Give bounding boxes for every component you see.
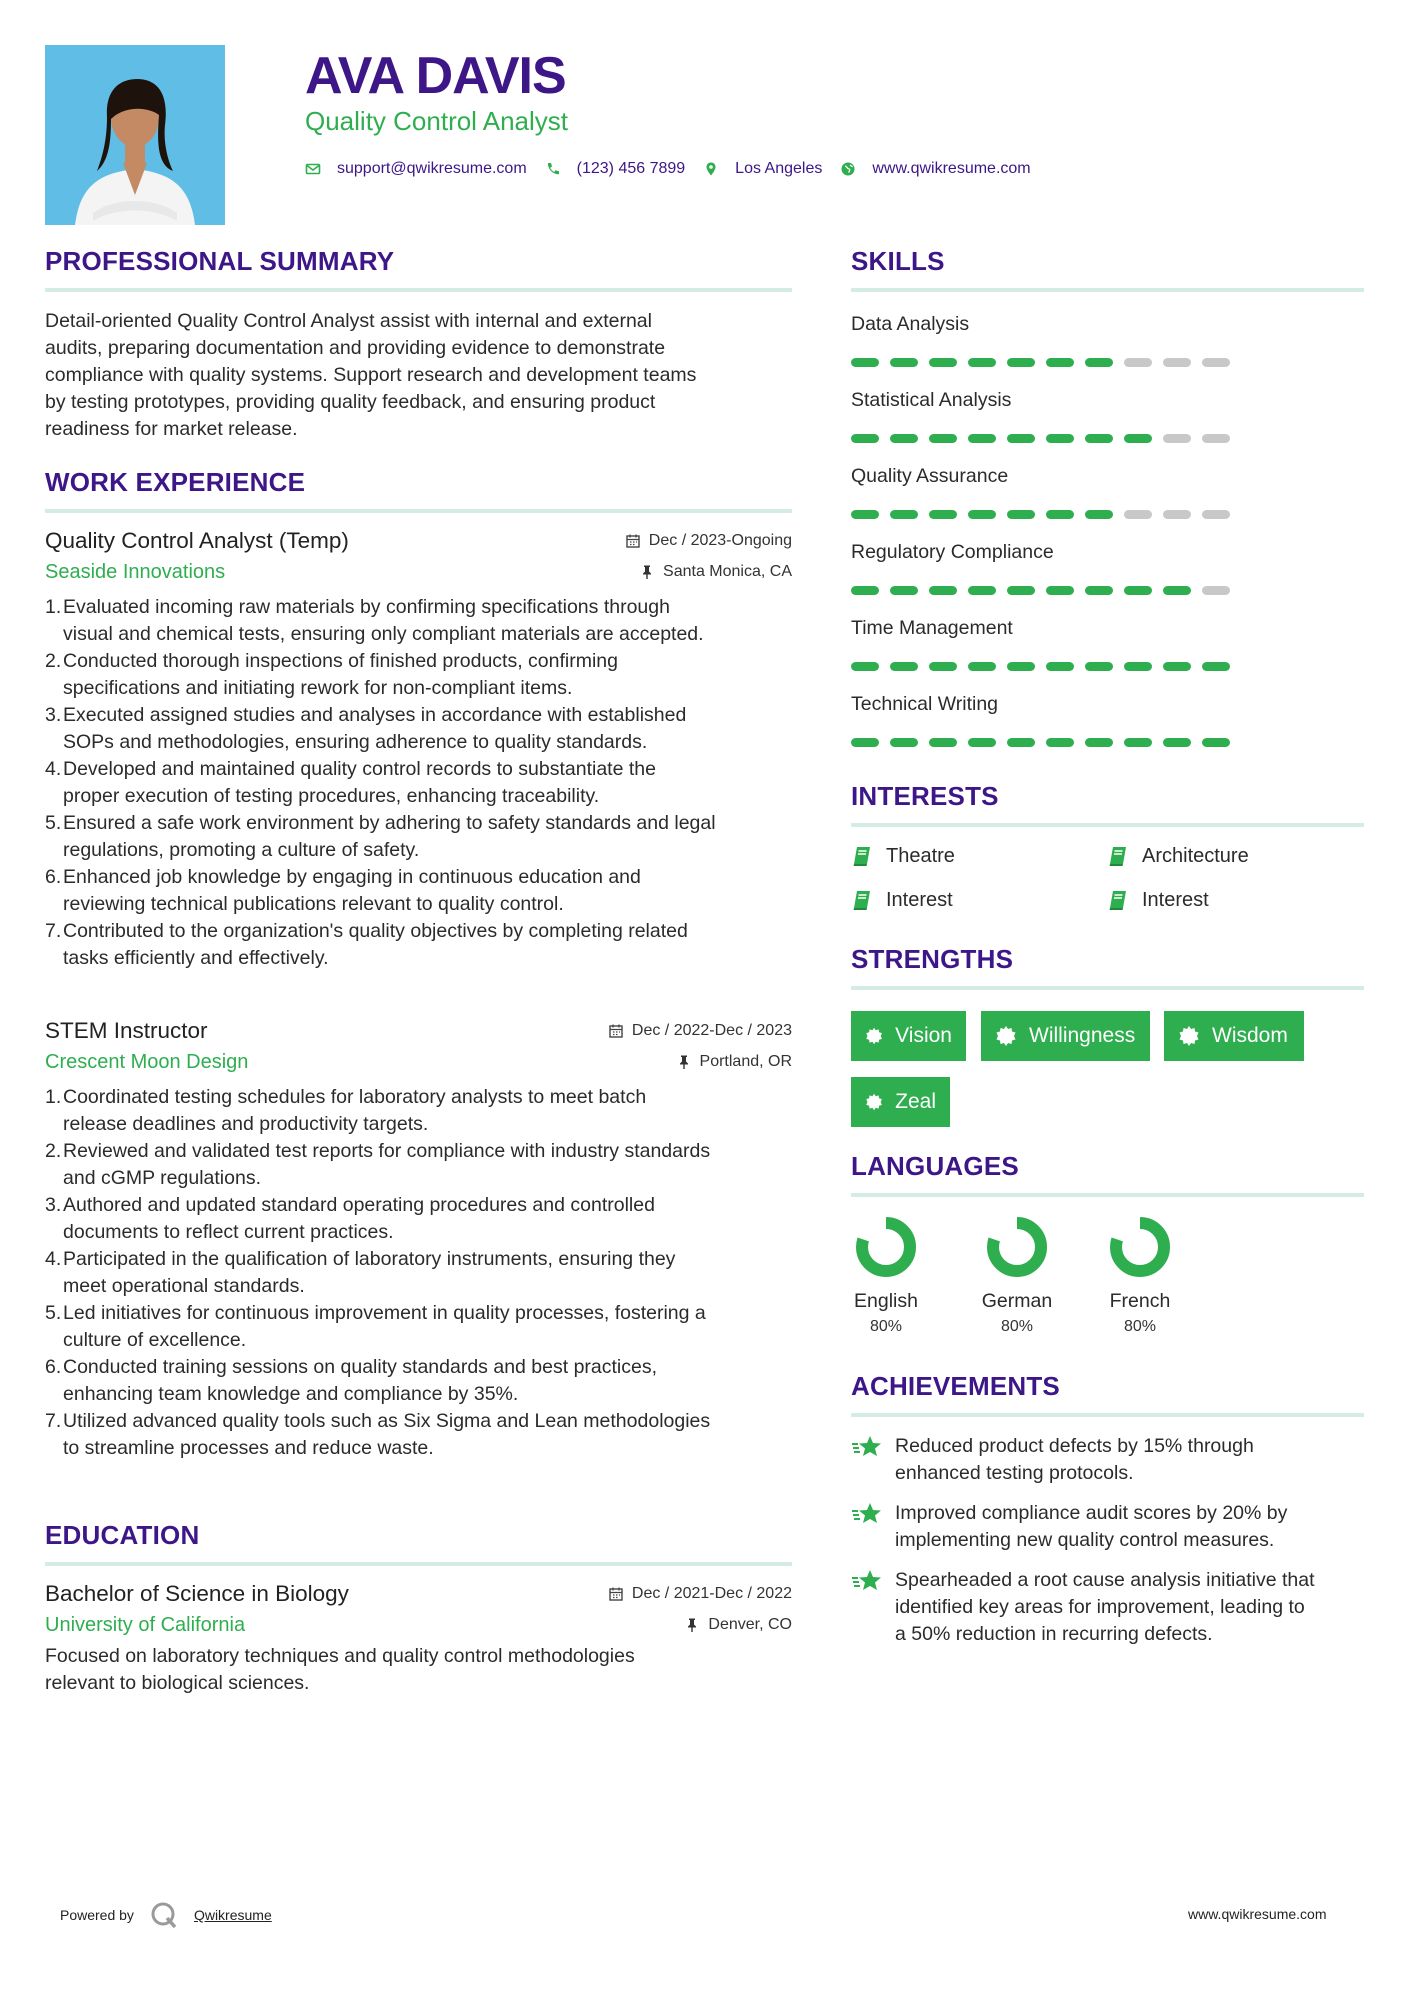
job-location — [639, 561, 792, 583]
skill-dot-filled — [1007, 738, 1035, 747]
skill-dot-filled — [1085, 738, 1113, 747]
star-award-icon — [851, 1500, 885, 1530]
profile-photo — [45, 45, 225, 225]
achievement-line: enhanced testing protocols. — [895, 1462, 1134, 1484]
skill-dot-filled — [929, 510, 957, 519]
section-divider — [851, 823, 1364, 827]
job-title: STEM Instructor — [45, 1018, 208, 1043]
email-text: support@qwikresume.com — [337, 160, 527, 177]
job-entry — [45, 526, 792, 972]
strength-label: Wisdom — [1212, 1024, 1288, 1047]
list-item: 4. Participated in the qualification of laboratory instruments, ensuring they meet operational standards. — [45, 1248, 676, 1297]
book-icon — [1107, 889, 1129, 911]
strength-tag — [981, 1011, 1150, 1061]
interest-item — [1107, 843, 1249, 869]
skill-dot-filled — [968, 434, 996, 443]
interest-label: Theatre — [886, 845, 955, 867]
company-name: Crescent Moon Design — [45, 1051, 249, 1073]
skill-dot-filled — [890, 434, 918, 443]
interest-label: Architecture — [1142, 845, 1249, 867]
job-title: Quality Control Analyst (Temp) — [45, 528, 349, 553]
skill-item — [851, 539, 1364, 595]
list-item: 2. Reviewed and validated test reports for compliance with industry standards and cGMP regulations. — [45, 1140, 711, 1189]
list-item: 4. Developed and maintained quality control records to substantiate the proper execution of testing procedures, enhancing traceability. — [45, 758, 656, 807]
achievement-item — [851, 1433, 1364, 1487]
skill-dot-filled — [968, 358, 996, 367]
section-divider — [851, 986, 1364, 990]
skills-section — [851, 246, 1364, 292]
badge-icon — [865, 1091, 883, 1113]
list-item: 2. Conducted thorough inspections of finished products, confirming specifications and initiating rework for non-compliant items. — [45, 650, 618, 699]
skill-name: Quality Assurance — [851, 465, 1009, 487]
list-item: 6. Enhanced job knowledge by engaging in continuous education and reviewing technical publications relevant to quality control. — [45, 866, 641, 915]
skill-dot-filled — [1163, 738, 1191, 747]
list-item: 5. Led initiatives for continuous improvement in quality processes, fostering a culture of excellence. — [45, 1302, 706, 1351]
skill-dot-filled — [890, 510, 918, 519]
skill-dot-filled — [851, 510, 879, 519]
calendar-icon — [608, 1586, 624, 1602]
globe-icon — [840, 161, 856, 177]
star-award-icon — [851, 1433, 885, 1463]
section-divider — [45, 288, 792, 292]
section-heading: SKILLS — [851, 246, 945, 276]
skill-dot-filled — [1163, 662, 1191, 671]
skill-rating — [851, 662, 1364, 671]
skill-name: Regulatory Compliance — [851, 541, 1054, 563]
skill-dot-empty — [1124, 510, 1152, 519]
interests-section — [851, 781, 1364, 827]
education-date — [608, 1583, 792, 1605]
interest-label: Interest — [886, 889, 953, 911]
job-date — [625, 530, 792, 552]
degree-title: Bachelor of Science in Biology — [45, 1581, 349, 1606]
job-bullets — [45, 1084, 792, 1462]
language-progress-arc — [862, 1223, 910, 1271]
contact-bar — [305, 158, 1049, 180]
skill-dot-filled — [929, 662, 957, 671]
skill-dot-filled — [1202, 738, 1230, 747]
strength-label: Zeal — [895, 1090, 936, 1113]
book-icon — [1107, 845, 1129, 867]
candidate-title: Quality Control Analyst — [305, 106, 569, 136]
description-line: Focused on laboratory techniques and quality control methodologies — [45, 1645, 635, 1667]
education-location — [684, 1614, 792, 1636]
list-item: 3. Authored and updated standard operating procedures and controlled documents to reflect current practices. — [45, 1194, 655, 1243]
list-item: 7. Contributed to the organization's quality objectives by completing related tasks efficiently and effectively. — [45, 920, 688, 969]
skill-item — [851, 311, 1364, 367]
skill-dot-empty — [1202, 510, 1230, 519]
achievement-line: implementing new quality control measures. — [895, 1529, 1275, 1551]
skill-dot-empty — [1202, 586, 1230, 595]
powered-by-text: Powered by — [60, 1907, 134, 1923]
skill-item — [851, 463, 1364, 519]
achievement-line: Spearheaded a root cause analysis initiative that — [895, 1569, 1315, 1591]
skill-dot-filled — [1046, 510, 1074, 519]
contact-email[interactable] — [305, 158, 527, 180]
education-entry — [45, 1579, 792, 1697]
skill-dot-filled — [851, 662, 879, 671]
language-percent: 80% — [1123, 1318, 1157, 1335]
section-heading: STRENGTHS — [851, 944, 1014, 974]
contact-phone[interactable] — [545, 158, 686, 180]
skill-name: Data Analysis — [851, 313, 970, 335]
list-item: 1. Coordinated testing schedules for laboratory analysts to meet batch release deadlines and productivity targets. — [45, 1086, 647, 1135]
achievement-item — [851, 1567, 1364, 1648]
book-icon — [851, 845, 873, 867]
skill-rating — [851, 586, 1364, 595]
list-item: 1. Evaluated incoming raw materials by confirming specifications through visual and chemical tests, ensuring only compliant materials are accepted. — [45, 596, 704, 645]
summary-section — [45, 246, 792, 443]
skill-dot-empty — [1163, 434, 1191, 443]
skill-dot-filled — [968, 586, 996, 595]
strength-tag — [851, 1077, 950, 1127]
pushpin-icon — [676, 1054, 692, 1070]
badge-icon — [1178, 1025, 1200, 1047]
section-heading: INTERESTS — [851, 781, 999, 811]
company-name: Seaside Innovations — [45, 561, 226, 583]
experience-section — [45, 467, 792, 513]
qwikresume-logo-icon — [149, 1900, 179, 1930]
interest-item — [851, 887, 953, 913]
school-name: University of California — [45, 1614, 246, 1636]
skill-dot-empty — [1202, 434, 1230, 443]
summary-line: readiness for market release. — [45, 418, 298, 440]
contact-website[interactable] — [840, 158, 1030, 180]
language-percent: 80% — [1000, 1318, 1034, 1335]
languages-section — [851, 1151, 1364, 1197]
strength-label: Willingness — [1029, 1024, 1136, 1047]
phone-text: (123) 456 7899 — [576, 160, 686, 177]
footer-powered-by — [60, 1900, 272, 1930]
section-heading: EDUCATION — [45, 1520, 200, 1550]
strengths-section — [851, 944, 1364, 990]
skill-dot-filled — [1007, 586, 1035, 595]
section-divider — [45, 509, 792, 513]
achievement-item — [851, 1500, 1364, 1554]
skill-name: Time Management — [851, 617, 1013, 639]
education-section — [45, 1520, 792, 1566]
section-heading: LANGUAGES — [851, 1151, 1019, 1181]
phone-icon — [545, 161, 561, 177]
skill-dot-filled — [968, 662, 996, 671]
skill-dot-filled — [929, 738, 957, 747]
skill-dot-filled — [851, 738, 879, 747]
skill-dot-filled — [1124, 738, 1152, 747]
skill-dot-filled — [851, 434, 879, 443]
skill-dot-filled — [1085, 434, 1113, 443]
skill-dot-filled — [968, 738, 996, 747]
achievement-line: Reduced product defects by 15% through — [895, 1435, 1254, 1457]
skill-dot-filled — [1124, 662, 1152, 671]
language-progress-arc — [993, 1223, 1041, 1271]
skill-rating — [851, 434, 1364, 443]
list-item: 6. Conducted training sessions on quality standards and best practices, enhancing team knowledge and compliance by 35%. — [45, 1356, 658, 1405]
skill-dot-empty — [1124, 358, 1152, 367]
language-name: French — [1109, 1290, 1171, 1312]
book-icon — [851, 889, 873, 911]
summary-line: audits, preparing documentation and providing evidence to demonstrate — [45, 337, 666, 359]
map-pin-icon — [703, 161, 719, 177]
skill-item — [851, 615, 1364, 671]
language-progress-ring — [1105, 1212, 1175, 1282]
skill-dot-filled — [1085, 586, 1113, 595]
language-item — [1090, 1212, 1190, 1338]
footer-website-link[interactable]: www.qwikresume.com — [1188, 1906, 1327, 1922]
interest-item — [1107, 887, 1209, 913]
section-divider — [45, 1562, 792, 1566]
skill-dot-filled — [1202, 662, 1230, 671]
skill-dot-filled — [1046, 738, 1074, 747]
website-text: www.qwikresume.com — [872, 160, 1031, 177]
section-divider — [851, 288, 1364, 292]
achievement-line: identified key areas for improvement, leading to — [895, 1596, 1305, 1618]
skill-dot-filled — [1007, 358, 1035, 367]
description-line: relevant to biological sciences. — [45, 1672, 310, 1694]
skill-dot-empty — [1163, 510, 1191, 519]
language-name: English — [854, 1290, 918, 1312]
skill-dot-filled — [1085, 662, 1113, 671]
skill-dot-filled — [1124, 434, 1152, 443]
skill-dot-filled — [1124, 586, 1152, 595]
job-location — [676, 1051, 792, 1073]
badge-icon — [865, 1025, 883, 1047]
skill-dot-filled — [1007, 662, 1035, 671]
section-divider — [851, 1193, 1364, 1197]
calendar-icon — [608, 1023, 624, 1039]
skill-dot-filled — [1085, 510, 1113, 519]
language-progress-ring — [851, 1212, 921, 1282]
location-text: Portland, OR — [699, 1053, 792, 1070]
language-name: German — [981, 1290, 1053, 1312]
calendar-icon — [625, 533, 641, 549]
skill-dot-filled — [1046, 586, 1074, 595]
date-text: Dec / 2021-Dec / 2022 — [631, 1585, 792, 1602]
language-item — [836, 1212, 936, 1338]
list-item: 3. Executed assigned studies and analyses in accordance with established SOPs and methodologies, ensuring adherence to quality standards. — [45, 704, 687, 753]
strength-tag — [851, 1011, 966, 1061]
skill-dot-filled — [890, 358, 918, 367]
achievements-section — [851, 1371, 1364, 1417]
skill-dot-filled — [890, 662, 918, 671]
strength-label: Vision — [895, 1024, 952, 1047]
section-heading: ACHIEVEMENTS — [851, 1371, 1060, 1401]
skill-rating — [851, 738, 1364, 747]
summary-line: compliance with quality systems. Support research and development teams — [45, 364, 697, 386]
skill-dot-filled — [1007, 510, 1035, 519]
pushpin-icon — [684, 1617, 700, 1633]
pushpin-icon — [639, 564, 655, 580]
list-item: 5. Ensured a safe work environment by adhering to safety standards and legal regulations, promoting a culture of safety. — [45, 812, 716, 861]
location-text: Los Angeles — [735, 160, 823, 177]
language-percent: 80% — [869, 1318, 903, 1335]
skill-dot-filled — [1046, 434, 1074, 443]
skill-dot-filled — [851, 358, 879, 367]
job-entry — [45, 1016, 792, 1462]
badge-icon — [995, 1025, 1017, 1047]
skill-name: Statistical Analysis — [851, 389, 1012, 411]
job-date — [608, 1020, 792, 1042]
skill-dot-filled — [890, 586, 918, 595]
date-text: Dec / 2023-Ongoing — [648, 532, 792, 549]
skill-dot-filled — [929, 586, 957, 595]
summary-line: Detail-oriented Quality Control Analyst assist with internal and external — [45, 310, 652, 332]
achievement-line: a 50% reduction in recurring defects. — [895, 1623, 1213, 1645]
section-heading: PROFESSIONAL SUMMARY — [45, 246, 395, 276]
interest-item — [851, 843, 955, 869]
skill-dot-filled — [890, 738, 918, 747]
skill-dot-filled — [1046, 662, 1074, 671]
summary-text — [45, 308, 792, 443]
person-portrait-icon — [45, 45, 225, 225]
skill-dot-filled — [1163, 586, 1191, 595]
location-text: Santa Monica, CA — [663, 563, 792, 580]
skill-dot-empty — [1202, 358, 1230, 367]
envelope-icon — [305, 161, 321, 177]
star-award-icon — [851, 1567, 885, 1597]
job-bullets — [45, 594, 792, 972]
brand-link[interactable]: Qwikresume — [193, 1907, 272, 1923]
skill-dot-filled — [929, 434, 957, 443]
list-item: 7. Utilized advanced quality tools such as Six Sigma and Lean methodologies to streamline processes and reduce waste. — [45, 1410, 711, 1459]
section-divider — [851, 1413, 1364, 1417]
skill-item — [851, 387, 1364, 443]
skill-dot-filled — [929, 358, 957, 367]
location-text: Denver, CO — [708, 1616, 792, 1633]
date-text: Dec / 2022-Dec / 2023 — [631, 1022, 792, 1039]
strength-tag — [1164, 1011, 1304, 1061]
skill-dot-filled — [1046, 358, 1074, 367]
skill-dot-filled — [1085, 358, 1113, 367]
candidate-name: AVA DAVIS — [305, 47, 566, 105]
skill-dot-empty — [1163, 358, 1191, 367]
skill-rating — [851, 510, 1364, 519]
education-description — [45, 1643, 792, 1697]
skill-dot-filled — [968, 510, 996, 519]
language-item — [967, 1212, 1067, 1338]
language-progress-ring — [982, 1212, 1052, 1282]
skill-name: Technical Writing — [851, 693, 999, 715]
contact-location — [703, 158, 822, 180]
interest-label: Interest — [1142, 889, 1209, 911]
language-progress-arc — [1116, 1223, 1164, 1271]
skill-dot-filled — [1007, 434, 1035, 443]
section-heading: WORK EXPERIENCE — [45, 467, 306, 497]
summary-line: by testing prototypes, providing quality feedback, and ensuring product — [45, 391, 656, 413]
achievement-line: Improved compliance audit scores by 20% by — [895, 1502, 1288, 1524]
skill-item — [851, 691, 1364, 747]
skill-dot-filled — [851, 586, 879, 595]
skill-rating — [851, 358, 1364, 367]
